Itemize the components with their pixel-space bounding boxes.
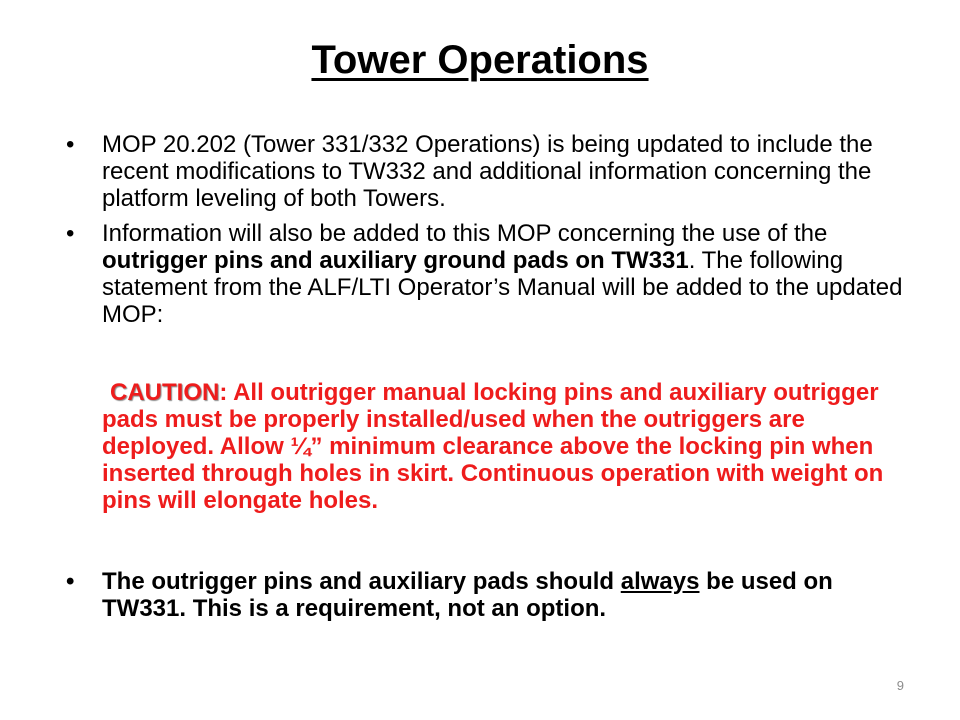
- slide-body: [62, 131, 912, 622]
- bullet-text-bold: outrigger pins and auxiliary ground pads on TW331: [102, 247, 689, 274]
- page-number: 9: [896, 678, 904, 693]
- bullet-text-part: . The following statement from the ALF/LTI Operator’s Manual will be added to the updated MOP:: [102, 247, 903, 328]
- caution-label: CAUTION: [110, 379, 220, 406]
- bullet-item-information-added: [62, 220, 912, 328]
- bullet-icon: •: [66, 568, 75, 595]
- caution-text: : All outrigger manual locking pins and auxiliary outrigger pads must be properly installed/used when the outriggers are deployed. Allow ¼” minimum clearance above the locking pin when inserted through holes in skirt. Continuous operation with weight on pins will elongate holes.: [102, 379, 884, 514]
- bullet-text-part: The outrigger pins and auxiliary pads should: [102, 568, 621, 595]
- bullet-text-underlined: always: [620, 568, 700, 595]
- bullet-text: MOP 20.202 (Tower 331/332 Operations) is being updated to include the recent modifications to TW332 and additional information concerning the platform leveling of both Towers.: [102, 131, 873, 212]
- bullet-text-part: Information will also be added to this MOP concerning the use of the: [102, 220, 828, 247]
- bullet-icon: •: [66, 220, 75, 247]
- slide-title: Tower Operations: [311, 38, 649, 82]
- bullet-icon: •: [66, 131, 75, 158]
- bullet-item-requirement: [62, 568, 912, 622]
- bullet-text-part: be used on TW331. This is a requirement, not an option.: [102, 568, 833, 622]
- bullet-item-mop-update: [62, 131, 912, 212]
- caution-statement: [62, 379, 912, 514]
